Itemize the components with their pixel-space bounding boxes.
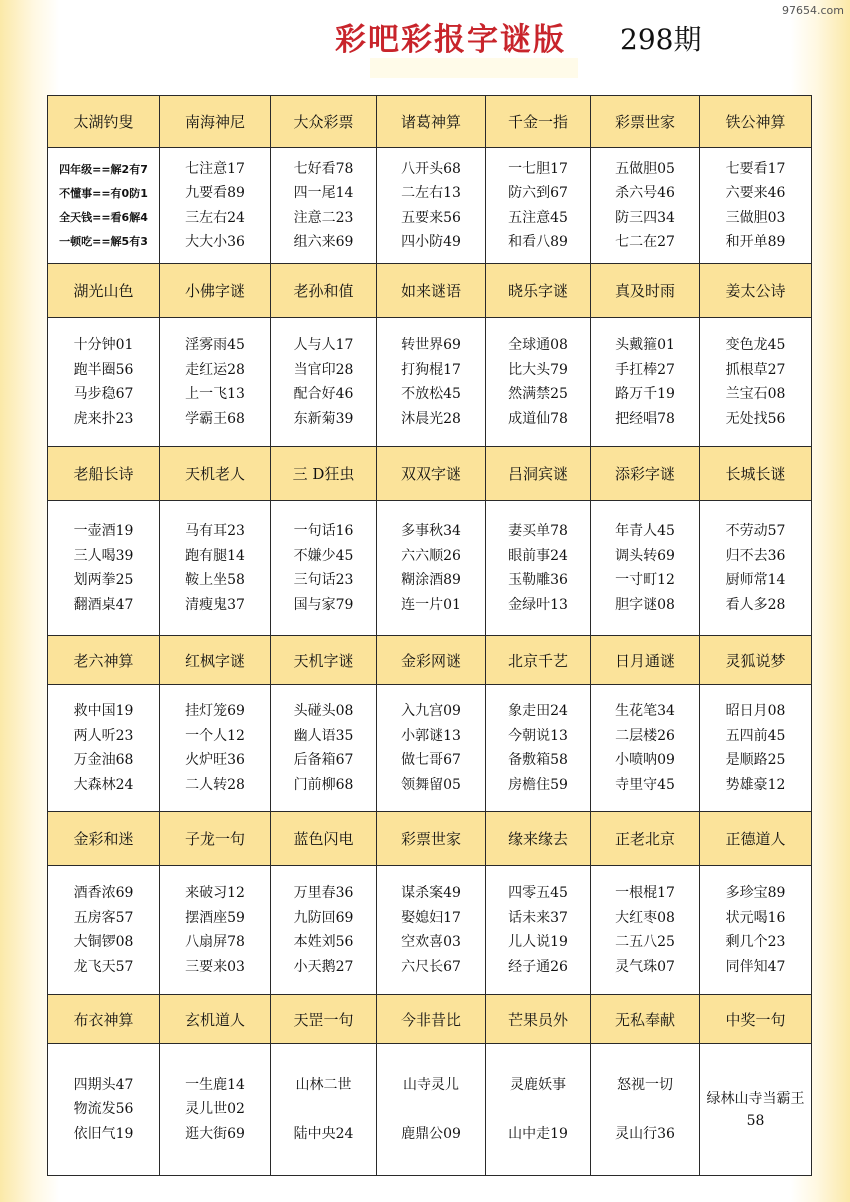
- riddle-line: 入九宫09: [401, 703, 461, 719]
- riddle-line: 变色龙45: [725, 337, 786, 353]
- column-header: 小佛字谜: [160, 264, 271, 318]
- riddle-line: 头戴箍01: [615, 337, 675, 353]
- riddle-line: 三句话23: [293, 572, 354, 588]
- riddle-cell: [591, 318, 700, 447]
- riddle-line: 一寸町12: [615, 572, 675, 588]
- riddle-line: 人与人17: [293, 337, 354, 353]
- riddle-line: 学霸王68: [185, 410, 245, 427]
- riddle-line: 救中国19: [73, 703, 134, 719]
- column-header: 蓝色闪电: [271, 812, 377, 866]
- riddle-cell: [377, 501, 486, 636]
- column-header: 日月通谜: [591, 636, 700, 685]
- column-header: 铁公神算: [700, 96, 812, 148]
- column-header: 中奖一句: [700, 995, 812, 1044]
- riddle-cell: [271, 318, 377, 447]
- riddle-line: 打狗棍17: [401, 361, 461, 378]
- riddle-line: 山寺灵儿: [403, 1077, 459, 1093]
- riddle-line: 小郭谜13: [401, 727, 461, 744]
- riddle-line: 物流发56: [73, 1101, 134, 1118]
- riddle-cell: [271, 866, 377, 995]
- column-header: 诸葛神算: [377, 96, 486, 148]
- riddle-line: 注意二23: [293, 209, 354, 226]
- riddle-line: 五四前45: [725, 727, 786, 744]
- column-header: 正德道人: [700, 812, 812, 866]
- riddle-line: 三做胆03: [725, 209, 786, 226]
- riddle-cell: [377, 1044, 486, 1176]
- riddle-line: 陆中央24: [293, 1125, 354, 1142]
- column-header: 彩票世家: [377, 812, 486, 866]
- riddle-line: 调头转69: [615, 547, 675, 564]
- column-header: 缘来缘去: [486, 812, 591, 866]
- riddle-line: 空欢喜03: [401, 934, 461, 950]
- column-header: 如来谜语: [377, 264, 486, 318]
- riddle-line: 大红枣08: [615, 909, 675, 926]
- column-header: 晓乐字谜: [486, 264, 591, 318]
- riddle-line: 象走田24: [508, 703, 568, 719]
- riddle-line: 眼前事24: [508, 547, 568, 564]
- riddle-cell: [377, 685, 486, 812]
- riddle-cell: [48, 866, 160, 995]
- riddle-line: 多事秋34: [401, 523, 461, 539]
- riddle-line: 六六顺26: [401, 547, 461, 564]
- riddle-line: 五做胆05: [615, 160, 675, 177]
- riddle-line: 和看八89: [508, 234, 568, 250]
- column-header: 老六神算: [48, 636, 160, 685]
- riddle-line: 儿人说19: [508, 934, 568, 950]
- riddle-line: 摆酒座59: [185, 909, 245, 926]
- section-header-row: [48, 636, 812, 685]
- column-header: 红枫字谜: [160, 636, 271, 685]
- riddle-line: 金绿叶13: [508, 596, 568, 613]
- riddle-line: 淫雾雨45: [185, 337, 245, 353]
- riddle-line: 然满禁25: [508, 386, 568, 402]
- column-header: 灵狐说梦: [700, 636, 812, 685]
- column-header: 芒果员外: [486, 995, 591, 1044]
- riddle-cell: [700, 866, 812, 995]
- riddle-line: 组六来69: [293, 234, 354, 250]
- riddle-line: 五注意45: [508, 209, 568, 226]
- section-body-row: [48, 148, 812, 264]
- column-header: 天机老人: [160, 447, 271, 501]
- riddle-line: 划两拳25: [73, 572, 134, 588]
- riddle-line: 二人转28: [185, 776, 245, 793]
- riddle-cell: [377, 318, 486, 447]
- riddle-line: 转世界69: [401, 337, 461, 353]
- section-body-row: [48, 685, 812, 812]
- riddle-line: 糊涂酒89: [401, 572, 461, 588]
- column-header: 彩票世家: [591, 96, 700, 148]
- page-title: 彩吧彩报字谜版: [335, 22, 566, 58]
- section-header-row: [48, 995, 812, 1044]
- column-header: 南海神尼: [160, 96, 271, 148]
- riddle-line: 灵山行36: [615, 1125, 675, 1142]
- riddle-table: [47, 95, 812, 1176]
- column-header: 湖光山色: [48, 264, 160, 318]
- riddle-cell: [160, 685, 271, 812]
- riddle-line: 四小防49: [401, 234, 461, 250]
- riddle-line: 上一飞13: [185, 386, 245, 402]
- column-header: 千金一指: [486, 96, 591, 148]
- site-watermark: 97654.com: [782, 4, 844, 17]
- riddle-cell: [486, 1044, 591, 1176]
- riddle-line: 年青人45: [615, 523, 675, 539]
- riddle-line: 虎来扑23: [73, 410, 134, 427]
- column-header: 姜太公诗: [700, 264, 812, 318]
- riddle-line: 不懂事==有0防1: [59, 186, 148, 200]
- riddle-line: 门前柳68: [293, 776, 354, 793]
- riddle-line: 七二在27: [615, 234, 675, 250]
- riddle-line: 十分钟01: [73, 337, 134, 353]
- riddle-line: 九防回69: [293, 909, 354, 926]
- section-header-row: [48, 96, 812, 148]
- column-header: 金彩和迷: [48, 812, 160, 866]
- riddle-line: 四一尾14: [293, 185, 354, 201]
- riddle-line: 三人喝39: [73, 547, 134, 564]
- section-header-row: [48, 812, 812, 866]
- column-header: 双双字谜: [377, 447, 486, 501]
- riddle-line: 娶媳妇17: [401, 909, 461, 926]
- riddle-cell: [271, 685, 377, 812]
- riddle-line: 火炉旺36: [185, 752, 245, 768]
- riddle-line: 一七胆17: [508, 160, 568, 177]
- riddle-cell: [486, 501, 591, 636]
- column-header: 布衣神算: [48, 995, 160, 1044]
- riddle-line: 依旧气19: [73, 1125, 134, 1142]
- riddle-line: 看人多28: [725, 596, 786, 613]
- column-header: 真及时雨: [591, 264, 700, 318]
- column-header: 子龙一句: [160, 812, 271, 866]
- column-header: 三 D狂虫: [271, 447, 377, 501]
- riddle-line: 三左右24: [185, 209, 245, 226]
- riddle-cell: [591, 148, 700, 264]
- header-underbar: [370, 58, 578, 78]
- riddle-line: 大森林24: [73, 776, 134, 793]
- riddle-cell: [160, 1044, 271, 1176]
- riddle-cell: [700, 685, 812, 812]
- riddle-line: 当官印28: [293, 361, 354, 378]
- column-header: 天机字谜: [271, 636, 377, 685]
- riddle-line: 走红运28: [185, 361, 245, 378]
- riddle-line: 多珍宝89: [725, 885, 786, 901]
- riddle-line: 鞍上坐58: [185, 572, 245, 588]
- column-header: 长城长谜: [700, 447, 812, 501]
- riddle-line: 归不去36: [725, 547, 786, 564]
- riddle-line: 灵儿世02: [185, 1101, 245, 1118]
- section-body-row: [48, 318, 812, 447]
- riddle-line: 来破习12: [185, 885, 245, 901]
- riddle-line: 头碰头08: [293, 703, 354, 719]
- riddle-cell: [48, 685, 160, 812]
- riddle-line: 大铜锣08: [73, 934, 134, 950]
- riddle-cell: [486, 866, 591, 995]
- riddle-cell: [48, 501, 160, 636]
- riddle-cell: [591, 1044, 700, 1176]
- riddle-cell: [48, 1044, 160, 1176]
- riddle-line: 状元喝16: [725, 909, 786, 926]
- riddle-line: 抓根草27: [725, 361, 786, 378]
- riddle-cell: [486, 318, 591, 447]
- section-body-row: [48, 1044, 812, 1176]
- riddle-cell: [271, 148, 377, 264]
- riddle-line: 龙飞天57: [73, 958, 134, 975]
- riddle-line: 不嫌少45: [293, 547, 354, 564]
- column-header: 天罡一句: [271, 995, 377, 1044]
- riddle-line: 一根棍17: [615, 885, 675, 901]
- riddle-cell: [700, 501, 812, 636]
- riddle-line: 昭日月08: [725, 703, 786, 719]
- riddle-line: 幽人语35: [293, 727, 354, 744]
- riddle-line: 不劳动57: [725, 523, 786, 539]
- column-header: 北京千艺: [486, 636, 591, 685]
- riddle-line: 东新菊39: [293, 410, 354, 427]
- riddle-line: 一个人12: [185, 727, 245, 744]
- section-header-row: [48, 264, 812, 318]
- riddle-cell: [160, 501, 271, 636]
- riddle-line: 四零五45: [508, 885, 568, 901]
- riddle-line: 翻酒桌47: [73, 596, 134, 613]
- riddle-line: 灵气珠07: [615, 958, 675, 975]
- riddle-line: 绿林山寺当霸王58: [706, 1090, 805, 1129]
- riddle-line: 玉勒雕36: [508, 572, 568, 588]
- riddle-line: 全球通08: [508, 337, 568, 353]
- riddle-line: 和开单89: [725, 234, 786, 250]
- riddle-line: 势雄豪12: [725, 776, 786, 793]
- section-body-row: [48, 501, 812, 636]
- riddle-line: 谋杀案49: [401, 885, 461, 901]
- riddle-line: 寺里守45: [615, 776, 675, 793]
- riddle-line: 妻买单78: [508, 523, 568, 539]
- riddle-line: 八开头68: [401, 160, 461, 177]
- riddle-cell: [271, 501, 377, 636]
- riddle-line: 一句话16: [293, 523, 354, 539]
- riddle-line: 山中走19: [508, 1125, 568, 1142]
- riddle-line: 四年级==解2有7: [59, 162, 148, 176]
- riddle-cell: [377, 866, 486, 995]
- riddle-cell: [486, 148, 591, 264]
- riddle-cell: [591, 685, 700, 812]
- riddle-line: 无处找56: [725, 410, 786, 427]
- riddle-cell: [271, 1044, 377, 1176]
- column-header: 无私奉献: [591, 995, 700, 1044]
- riddle-line: 厨师常14: [725, 572, 786, 588]
- riddle-line: 本姓刘56: [293, 934, 354, 950]
- riddle-line: 是顺路25: [725, 752, 786, 768]
- riddle-cell: [160, 318, 271, 447]
- riddle-line: 八扇屏78: [185, 934, 245, 950]
- riddle-line: 同伴知47: [725, 958, 786, 975]
- riddle-line: 手扛棒27: [615, 361, 675, 378]
- riddle-cell: [160, 866, 271, 995]
- riddle-line: 清瘦鬼37: [185, 596, 245, 613]
- riddle-line: 经子通26: [508, 958, 568, 975]
- riddle-line: 生花笔34: [615, 703, 675, 719]
- riddle-line: 今朝说13: [508, 727, 568, 744]
- riddle-line: 跑半圈56: [73, 361, 134, 378]
- riddle-line: 一生鹿14: [185, 1076, 245, 1093]
- riddle-line: 七要看17: [725, 160, 786, 177]
- riddle-line: 小喷呐09: [615, 752, 675, 768]
- riddle-line: 兰宝石08: [725, 386, 786, 402]
- riddle-line: 领舞留05: [401, 776, 461, 793]
- riddle-cell: [486, 685, 591, 812]
- riddle-line: 七好看78: [293, 160, 354, 177]
- riddle-line: 四期头47: [73, 1076, 134, 1093]
- riddle-line: 万金油68: [73, 752, 134, 768]
- riddle-line: 马有耳23: [185, 523, 245, 539]
- riddle-line: 一顿吃==解5有3: [59, 234, 148, 248]
- column-header: 大众彩票: [271, 96, 377, 148]
- riddle-line: 鹿鼎公09: [401, 1125, 461, 1142]
- riddle-line: 逛大街69: [185, 1125, 245, 1142]
- riddle-cell: [591, 866, 700, 995]
- riddle-cell: [591, 501, 700, 636]
- riddle-line: 七注意17: [185, 160, 245, 177]
- riddle-line: 怒视一切: [617, 1077, 673, 1093]
- column-header: 玄机道人: [160, 995, 271, 1044]
- riddle-line: 酒香浓69: [73, 885, 134, 901]
- riddle-cell: [700, 1044, 812, 1176]
- riddle-cell: [377, 148, 486, 264]
- riddle-line: 不放松45: [401, 386, 461, 402]
- riddle-line: 杀六号46: [615, 185, 675, 201]
- riddle-line: 备敷箱58: [508, 752, 568, 768]
- riddle-cell: [160, 148, 271, 264]
- riddle-line: 配合好46: [293, 386, 354, 402]
- riddle-line: 小天鹅27: [293, 958, 354, 975]
- riddle-line: 二五八25: [615, 934, 675, 950]
- riddle-line: 国与家79: [293, 596, 354, 613]
- riddle-line: 六要来46: [725, 185, 786, 201]
- riddle-line: 把经唱78: [615, 410, 675, 427]
- riddle-cell: [48, 148, 160, 264]
- column-header: 老船长诗: [48, 447, 160, 501]
- riddle-line: 万里春36: [293, 885, 354, 901]
- riddle-line: 沐晨光28: [401, 410, 461, 427]
- riddle-line: 后备箱67: [293, 752, 354, 768]
- riddle-line: 一壶酒19: [73, 523, 134, 539]
- column-header: 今非昔比: [377, 995, 486, 1044]
- riddle-line: 防六到67: [508, 185, 568, 201]
- riddle-line: 三要来03: [185, 958, 245, 975]
- riddle-line: 九要看89: [185, 185, 245, 201]
- riddle-line: 防三四34: [615, 209, 675, 226]
- riddle-line: 房檐住59: [508, 776, 568, 793]
- riddle-line: 两人听23: [73, 727, 134, 744]
- riddle-line: 跑有腿14: [185, 547, 245, 564]
- riddle-line: 胆字谜08: [615, 596, 675, 613]
- riddle-line: 五房客57: [73, 909, 134, 926]
- riddle-line: 路万千19: [615, 386, 675, 402]
- riddle-line: 全天钱==看6解4: [59, 210, 148, 224]
- riddle-line: 比大头79: [508, 361, 568, 378]
- riddle-line: 连一片01: [401, 596, 461, 613]
- section-header-row: [48, 447, 812, 501]
- riddle-line: 灵鹿妖事: [510, 1077, 566, 1093]
- column-header: 老孙和值: [271, 264, 377, 318]
- riddle-line: 马步稳67: [73, 386, 134, 402]
- column-header: 吕洞宾谜: [486, 447, 591, 501]
- riddle-cell: [700, 148, 812, 264]
- riddle-line: 做七哥67: [401, 752, 461, 768]
- column-header: 金彩网谜: [377, 636, 486, 685]
- issue-number: 298期: [620, 23, 702, 56]
- riddle-cell: [48, 318, 160, 447]
- riddle-line: 六尺长67: [401, 958, 461, 975]
- column-header: 正老北京: [591, 812, 700, 866]
- riddle-line: 剩几个23: [725, 934, 786, 950]
- riddle-cell: [700, 318, 812, 447]
- riddle-line: 话未来37: [508, 909, 568, 926]
- riddle-line: 二左右13: [401, 185, 461, 201]
- riddle-line: 挂灯笼69: [185, 703, 245, 719]
- riddle-line: 五要来56: [401, 209, 461, 226]
- column-header: 添彩字谜: [591, 447, 700, 501]
- riddle-line: 山林二世: [295, 1077, 352, 1093]
- section-body-row: [48, 866, 812, 995]
- column-header: 太湖钓叟: [48, 96, 160, 148]
- riddle-line: 大大小36: [185, 234, 245, 250]
- riddle-line: 二层楼26: [615, 727, 675, 744]
- riddle-line: 成道仙78: [508, 410, 568, 427]
